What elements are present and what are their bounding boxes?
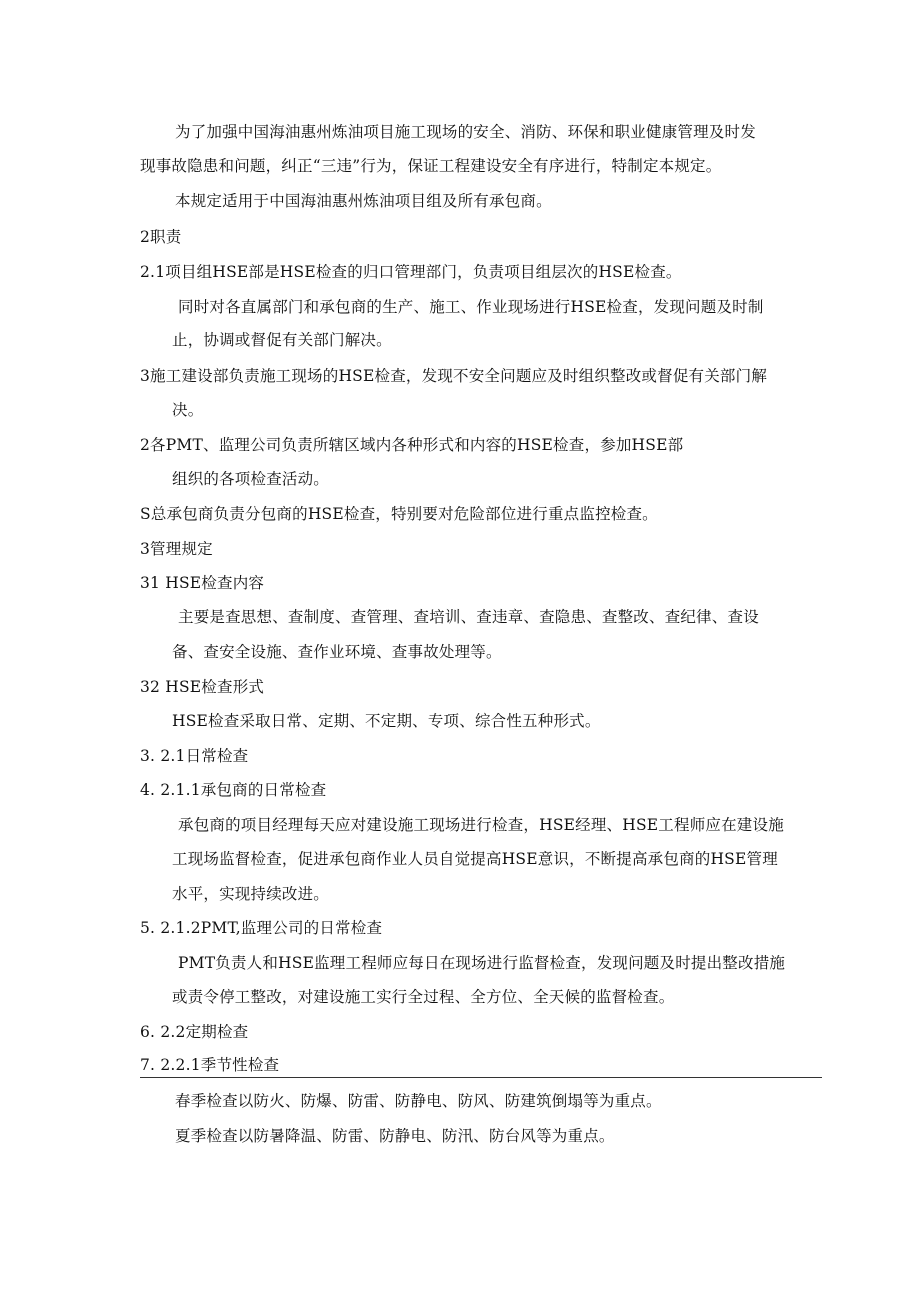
para-contractor-daily-3: 水平，实现持续改进。	[172, 885, 330, 903]
item-2-1: 2.1项目组HSE部是HSE检查的归口管理部门，负责项目组层次的HSE检查。	[140, 263, 682, 281]
para-contractor-daily-2: 工现场监督检查，促进承包商作业人员自觉提高HSE意识，不断提高承包商的HSE管理	[172, 850, 778, 868]
para-check-forms: HSE检查采取日常、定期、不定期、专项、综合性五种形式。	[172, 712, 601, 730]
heading-periodic-check: 6. 2.2定期检查	[140, 1023, 249, 1041]
para-intro-line-1: 为了加强中国海油惠州炼油项目施工现场的安全、消防、环保和职业健康管理及时发	[175, 123, 756, 141]
item-general-contractor: S总承包商负责分包商的HSE检查，特别要对危险部位进行重点监控检查。	[140, 505, 658, 523]
para-check-content-1: 主要是查思想、查制度、查管理、查培训、查违章、查隐患、查整改、查纪律、查设	[178, 608, 759, 626]
heading-duties: 2职责	[140, 228, 182, 246]
heading-pmt-daily: 5. 2.1.2PMT,监理公司的日常检查	[140, 919, 383, 937]
para-pmt-daily-2: 或责令停工整改，对建设施工实行全过程、全方位、全天候的监督检查。	[172, 988, 675, 1006]
heading-management: 3管理规定	[140, 540, 213, 558]
para-pmt-daily-1: PMT负责人和HSE监理工程师应每日在现场进行监督检查，发现问题及时提出整改措施	[178, 954, 786, 972]
item-2-1-cont-1: 同时对各直属部门和承包商的生产、施工、作业现场进行HSE检查，发现问题及时制	[178, 298, 764, 316]
item-construction-cont: 决。	[172, 401, 204, 419]
item-pmt: 2各PMT、监理公司负责所辖区域内各种形式和内容的HSE检查，参加HSE部	[140, 436, 684, 454]
heading-seasonal-check: 7. 2.2.1季节性检查	[140, 1056, 280, 1074]
heading-contractor-daily: 4. 2.1.1承包商的日常检查	[140, 781, 327, 799]
para-summer-check: 夏季检查以防暑降温、防雷、防静电、防汛、防台风等为重点。	[175, 1127, 615, 1145]
heading-3-1: 31 HSE检查内容	[140, 574, 265, 592]
para-contractor-daily-1: 承包商的项目经理每天应对建设施工现场进行检查，HSE经理、HSE工程师应在建设施	[178, 816, 784, 834]
heading-3-2: 32 HSE检查形式	[140, 678, 265, 696]
horizontal-divider	[140, 1077, 822, 1078]
para-intro-line-2: 现事故隐患和问题，纠正“三违”行为，保证工程建设安全有序进行，特制定本规定。	[140, 157, 722, 175]
item-2-1-cont-2: 止，协调或督促有关部门解决。	[172, 331, 392, 349]
item-construction-dept: 3施工建设部负责施工现场的HSE检查，发现不安全问题应及时组织整改或督促有关部门解	[140, 367, 768, 385]
para-check-content-2: 备、查安全设施、查作业环境、查事故处理等。	[172, 643, 502, 661]
para-spring-check: 春季检查以防火、防爆、防雷、防静电、防风、防建筑倒塌等为重点。	[175, 1092, 662, 1110]
heading-daily-check: 3. 2.1日常检查	[140, 747, 249, 765]
item-pmt-cont: 组织的各项检查活动。	[172, 470, 330, 488]
para-scope: 本规定适用于中国海油惠州炼油项目组及所有承包商。	[175, 192, 552, 210]
